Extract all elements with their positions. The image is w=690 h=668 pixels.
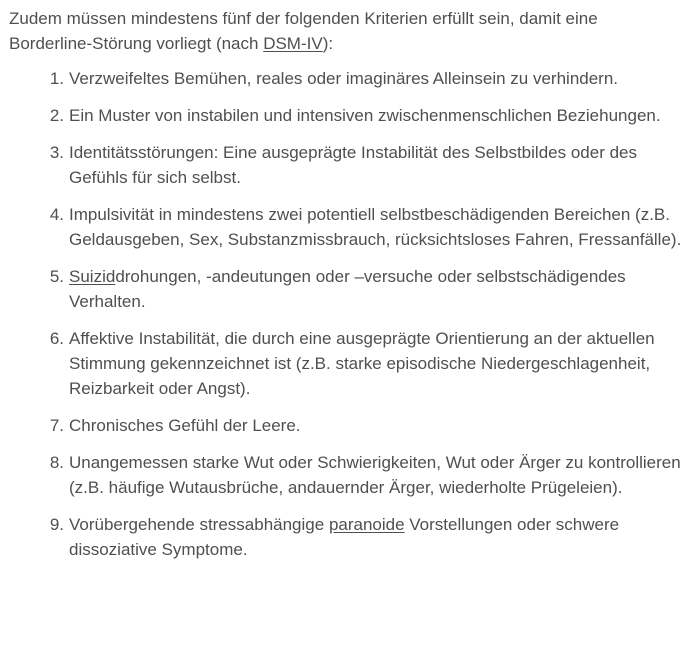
list-item-text [69, 512, 684, 562]
list-item [9, 202, 684, 252]
list-item [9, 264, 684, 314]
list-item-text-start: Vorübergehende stressabhängige [69, 515, 329, 534]
list-number: 5. [49, 267, 64, 286]
list-item [9, 326, 684, 401]
list-item-text: Ein Muster von instabilen und intensiven zwischenmenschlichen Beziehungen. [69, 106, 661, 125]
list-item-text: Identitätsstörungen: Eine ausgeprägte Instabilität des Selbstbildes oder des Gefühls für sich selbst. [69, 143, 637, 187]
intro-paragraph [9, 6, 684, 56]
list-number: 7. [49, 416, 64, 435]
suizid-link[interactable]: Suizid [69, 267, 116, 286]
list-item [9, 512, 684, 562]
list-item-text-rest: drohungen, -andeutungen oder –versuche oder selbstschädigendes Verhalten. [69, 267, 626, 311]
list-item-text: Unangemessen starke Wut oder Schwierigkeiten, Wut oder Ärger zu kontrollieren (z.B. häufige Wutausbrüche, andauernder Ärger, wiederholte Prügeleien). [69, 453, 681, 497]
intro-text: Zudem müssen mindestens fünf der folgenden Kriterien erfüllt sein, damit eine Borderline-Störung vorliegt (nach [9, 9, 598, 53]
list-item [9, 66, 684, 91]
list-item [9, 413, 684, 438]
list-number: 8. [49, 453, 64, 472]
list-item-text: Affektive Instabilität, die durch eine ausgeprägte Orientierung an der aktuellen Stimmung gekennzeichnet ist (z.B. starke episodische Niedergeschlagenheit, Reizbarkeit oder Angst). [69, 329, 655, 398]
list-item [9, 450, 684, 500]
paranoide-link[interactable]: paranoide [328, 515, 405, 534]
list-item-text-rest: Vorstellungen oder schwere dissoziative Symptome. [69, 515, 620, 559]
list-item-text: Chronisches Gefühl der Leere. [69, 416, 301, 435]
list-number: 9. [49, 515, 64, 534]
list-number: 6. [49, 329, 64, 348]
list-number: 1. [49, 69, 64, 88]
list-item [9, 140, 684, 190]
list-item-text [69, 264, 684, 314]
intro-text-end: ): [322, 34, 334, 53]
criteria-list [9, 66, 684, 562]
list-number: 2. [49, 106, 64, 125]
list-item-text: Verzweifeltes Bemühen, reales oder imaginäres Alleinsein zu verhindern. [69, 69, 619, 88]
list-number: 3. [49, 143, 64, 162]
list-number: 4. [49, 205, 64, 224]
list-item-text: Impulsivität in mindestens zwei potentiell selbstbeschädigenden Bereichen (z.B. Geldausgeben, Sex, Substanzmissbrauch, rücksichtsloses Fahren, Fressanfälle). [69, 205, 682, 249]
list-item [9, 103, 684, 128]
dsm-iv-link[interactable]: DSM-IV [263, 34, 323, 53]
